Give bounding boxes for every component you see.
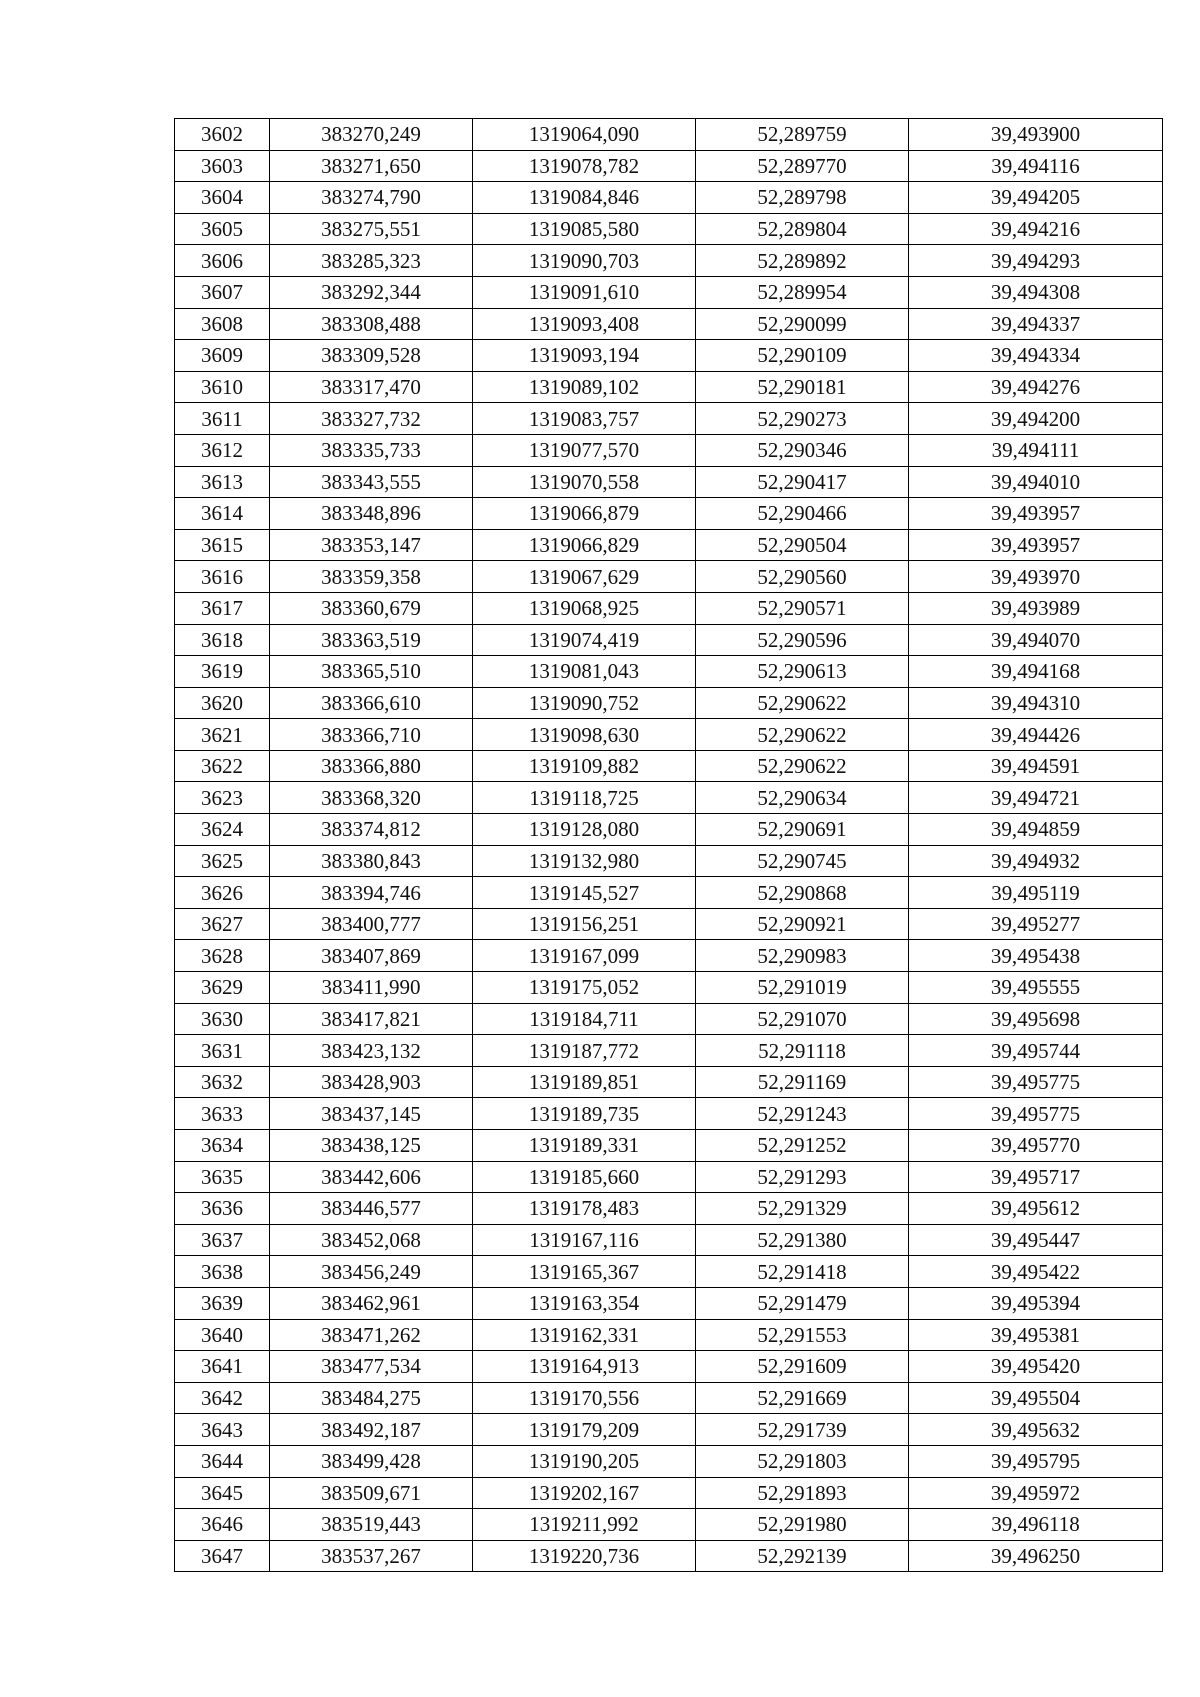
longitude-cell: 52,290622 (696, 687, 909, 719)
x-coordinate-cell: 383400,777 (270, 908, 473, 940)
latitude-cell: 39,493957 (909, 498, 1163, 530)
x-coordinate-cell: 383442,606 (270, 1161, 473, 1193)
y-coordinate-cell: 1319164,913 (473, 1351, 696, 1383)
x-coordinate-cell: 383456,249 (270, 1256, 473, 1288)
y-coordinate-cell: 1319175,052 (473, 972, 696, 1004)
latitude-cell: 39,494216 (909, 213, 1163, 245)
point-number-cell: 3630 (175, 1003, 270, 1035)
coordinates-table (174, 118, 1163, 1572)
latitude-cell: 39,495119 (909, 877, 1163, 909)
table-row (175, 1287, 1163, 1319)
longitude-cell: 52,290634 (696, 782, 909, 814)
latitude-cell: 39,494200 (909, 403, 1163, 435)
point-number-cell: 3631 (175, 1035, 270, 1067)
table-row (175, 213, 1163, 245)
x-coordinate-cell: 383374,812 (270, 814, 473, 846)
latitude-cell: 39,495632 (909, 1414, 1163, 1446)
point-number-cell: 3618 (175, 624, 270, 656)
coordinates-table-body (175, 119, 1163, 1572)
latitude-cell: 39,494426 (909, 719, 1163, 751)
point-number-cell: 3613 (175, 466, 270, 498)
x-coordinate-cell: 383275,551 (270, 213, 473, 245)
latitude-cell: 39,494591 (909, 750, 1163, 782)
x-coordinate-cell: 383537,267 (270, 1540, 473, 1572)
y-coordinate-cell: 1319109,882 (473, 750, 696, 782)
x-coordinate-cell: 383394,746 (270, 877, 473, 909)
longitude-cell: 52,291479 (696, 1287, 909, 1319)
longitude-cell: 52,289770 (696, 150, 909, 182)
longitude-cell: 52,290181 (696, 371, 909, 403)
point-number-cell: 3612 (175, 434, 270, 466)
x-coordinate-cell: 383335,733 (270, 434, 473, 466)
x-coordinate-cell: 383274,790 (270, 182, 473, 214)
table-row (175, 782, 1163, 814)
y-coordinate-cell: 1319187,772 (473, 1035, 696, 1067)
table-row (175, 814, 1163, 846)
table-row (175, 624, 1163, 656)
longitude-cell: 52,290560 (696, 561, 909, 593)
longitude-cell: 52,291169 (696, 1066, 909, 1098)
longitude-cell: 52,291980 (696, 1509, 909, 1541)
x-coordinate-cell: 383360,679 (270, 592, 473, 624)
point-number-cell: 3634 (175, 1130, 270, 1162)
point-number-cell: 3632 (175, 1066, 270, 1098)
longitude-cell: 52,291418 (696, 1256, 909, 1288)
x-coordinate-cell: 383417,821 (270, 1003, 473, 1035)
y-coordinate-cell: 1319083,757 (473, 403, 696, 435)
latitude-cell: 39,494859 (909, 814, 1163, 846)
y-coordinate-cell: 1319081,043 (473, 656, 696, 688)
point-number-cell: 3624 (175, 814, 270, 846)
longitude-cell: 52,290921 (696, 908, 909, 940)
x-coordinate-cell: 383484,275 (270, 1382, 473, 1414)
longitude-cell: 52,289954 (696, 276, 909, 308)
point-number-cell: 3640 (175, 1319, 270, 1351)
table-row (175, 1003, 1163, 1035)
latitude-cell: 39,495717 (909, 1161, 1163, 1193)
point-number-cell: 3643 (175, 1414, 270, 1446)
table-row (175, 845, 1163, 877)
longitude-cell: 52,291252 (696, 1130, 909, 1162)
point-number-cell: 3633 (175, 1098, 270, 1130)
x-coordinate-cell: 383411,990 (270, 972, 473, 1004)
table-row (175, 908, 1163, 940)
latitude-cell: 39,495504 (909, 1382, 1163, 1414)
longitude-cell: 52,290983 (696, 940, 909, 972)
table-row (175, 498, 1163, 530)
point-number-cell: 3638 (175, 1256, 270, 1288)
x-coordinate-cell: 383477,534 (270, 1351, 473, 1383)
y-coordinate-cell: 1319189,331 (473, 1130, 696, 1162)
longitude-cell: 52,289759 (696, 119, 909, 151)
latitude-cell: 39,494310 (909, 687, 1163, 719)
longitude-cell: 52,290868 (696, 877, 909, 909)
latitude-cell: 39,495420 (909, 1351, 1163, 1383)
longitude-cell: 52,290109 (696, 340, 909, 372)
latitude-cell: 39,495775 (909, 1066, 1163, 1098)
longitude-cell: 52,290613 (696, 656, 909, 688)
table-row (175, 1130, 1163, 1162)
point-number-cell: 3619 (175, 656, 270, 688)
x-coordinate-cell: 383317,470 (270, 371, 473, 403)
point-number-cell: 3645 (175, 1477, 270, 1509)
x-coordinate-cell: 383309,528 (270, 340, 473, 372)
table-row (175, 1319, 1163, 1351)
y-coordinate-cell: 1319202,167 (473, 1477, 696, 1509)
x-coordinate-cell: 383348,896 (270, 498, 473, 530)
point-number-cell: 3622 (175, 750, 270, 782)
latitude-cell: 39,494168 (909, 656, 1163, 688)
latitude-cell: 39,495770 (909, 1130, 1163, 1162)
latitude-cell: 39,495447 (909, 1224, 1163, 1256)
longitude-cell: 52,290622 (696, 750, 909, 782)
latitude-cell: 39,494070 (909, 624, 1163, 656)
y-coordinate-cell: 1319165,367 (473, 1256, 696, 1288)
x-coordinate-cell: 383327,732 (270, 403, 473, 435)
longitude-cell: 52,290596 (696, 624, 909, 656)
y-coordinate-cell: 1319084,846 (473, 182, 696, 214)
y-coordinate-cell: 1319093,408 (473, 308, 696, 340)
point-number-cell: 3604 (175, 182, 270, 214)
latitude-cell: 39,495277 (909, 908, 1163, 940)
x-coordinate-cell: 383359,358 (270, 561, 473, 593)
y-coordinate-cell: 1319167,099 (473, 940, 696, 972)
latitude-cell: 39,494308 (909, 276, 1163, 308)
point-number-cell: 3610 (175, 371, 270, 403)
x-coordinate-cell: 383363,519 (270, 624, 473, 656)
latitude-cell: 39,494721 (909, 782, 1163, 814)
y-coordinate-cell: 1319118,725 (473, 782, 696, 814)
point-number-cell: 3642 (175, 1382, 270, 1414)
x-coordinate-cell: 383365,510 (270, 656, 473, 688)
point-number-cell: 3646 (175, 1509, 270, 1541)
point-number-cell: 3647 (175, 1540, 270, 1572)
y-coordinate-cell: 1319156,251 (473, 908, 696, 940)
longitude-cell: 52,290099 (696, 308, 909, 340)
y-coordinate-cell: 1319185,660 (473, 1161, 696, 1193)
x-coordinate-cell: 383308,488 (270, 308, 473, 340)
table-row (175, 592, 1163, 624)
table-row (175, 1098, 1163, 1130)
table-row (175, 687, 1163, 719)
point-number-cell: 3608 (175, 308, 270, 340)
x-coordinate-cell: 383271,650 (270, 150, 473, 182)
y-coordinate-cell: 1319067,629 (473, 561, 696, 593)
point-number-cell: 3603 (175, 150, 270, 182)
table-row (175, 340, 1163, 372)
longitude-cell: 52,290504 (696, 529, 909, 561)
x-coordinate-cell: 383380,843 (270, 845, 473, 877)
x-coordinate-cell: 383428,903 (270, 1066, 473, 1098)
x-coordinate-cell: 383285,323 (270, 245, 473, 277)
latitude-cell: 39,494111 (909, 434, 1163, 466)
point-number-cell: 3616 (175, 561, 270, 593)
x-coordinate-cell: 383462,961 (270, 1287, 473, 1319)
table-row (175, 972, 1163, 1004)
longitude-cell: 52,290571 (696, 592, 909, 624)
y-coordinate-cell: 1319189,851 (473, 1066, 696, 1098)
latitude-cell: 39,495775 (909, 1098, 1163, 1130)
latitude-cell: 39,495744 (909, 1035, 1163, 1067)
point-number-cell: 3639 (175, 1287, 270, 1319)
x-coordinate-cell: 383292,344 (270, 276, 473, 308)
y-coordinate-cell: 1319066,879 (473, 498, 696, 530)
x-coordinate-cell: 383438,125 (270, 1130, 473, 1162)
y-coordinate-cell: 1319066,829 (473, 529, 696, 561)
x-coordinate-cell: 383492,187 (270, 1414, 473, 1446)
longitude-cell: 52,291118 (696, 1035, 909, 1067)
y-coordinate-cell: 1319064,090 (473, 119, 696, 151)
x-coordinate-cell: 383471,262 (270, 1319, 473, 1351)
longitude-cell: 52,290346 (696, 434, 909, 466)
point-number-cell: 3606 (175, 245, 270, 277)
point-number-cell: 3617 (175, 592, 270, 624)
table-row (175, 529, 1163, 561)
latitude-cell: 39,495438 (909, 940, 1163, 972)
longitude-cell: 52,289798 (696, 182, 909, 214)
y-coordinate-cell: 1319074,419 (473, 624, 696, 656)
longitude-cell: 52,290417 (696, 466, 909, 498)
table-row (175, 1382, 1163, 1414)
y-coordinate-cell: 1319128,080 (473, 814, 696, 846)
table-row (175, 877, 1163, 909)
x-coordinate-cell: 383343,555 (270, 466, 473, 498)
x-coordinate-cell: 383366,880 (270, 750, 473, 782)
longitude-cell: 52,290273 (696, 403, 909, 435)
point-number-cell: 3629 (175, 972, 270, 1004)
longitude-cell: 52,291243 (696, 1098, 909, 1130)
latitude-cell: 39,495795 (909, 1445, 1163, 1477)
y-coordinate-cell: 1319162,331 (473, 1319, 696, 1351)
point-number-cell: 3635 (175, 1161, 270, 1193)
x-coordinate-cell: 383452,068 (270, 1224, 473, 1256)
point-number-cell: 3609 (175, 340, 270, 372)
latitude-cell: 39,494116 (909, 150, 1163, 182)
y-coordinate-cell: 1319089,102 (473, 371, 696, 403)
table-row (175, 276, 1163, 308)
y-coordinate-cell: 1319189,735 (473, 1098, 696, 1130)
point-number-cell: 3644 (175, 1445, 270, 1477)
table-row (175, 182, 1163, 214)
y-coordinate-cell: 1319090,752 (473, 687, 696, 719)
longitude-cell: 52,290622 (696, 719, 909, 751)
y-coordinate-cell: 1319178,483 (473, 1193, 696, 1225)
x-coordinate-cell: 383353,147 (270, 529, 473, 561)
x-coordinate-cell: 383509,671 (270, 1477, 473, 1509)
point-number-cell: 3623 (175, 782, 270, 814)
longitude-cell: 52,290745 (696, 845, 909, 877)
longitude-cell: 52,291609 (696, 1351, 909, 1383)
table-row (175, 1477, 1163, 1509)
table-row (175, 308, 1163, 340)
table-row (175, 1445, 1163, 1477)
table-row (175, 150, 1163, 182)
longitude-cell: 52,291893 (696, 1477, 909, 1509)
y-coordinate-cell: 1319163,354 (473, 1287, 696, 1319)
y-coordinate-cell: 1319090,703 (473, 245, 696, 277)
longitude-cell: 52,291019 (696, 972, 909, 1004)
y-coordinate-cell: 1319184,711 (473, 1003, 696, 1035)
latitude-cell: 39,495381 (909, 1319, 1163, 1351)
longitude-cell: 52,291070 (696, 1003, 909, 1035)
longitude-cell: 52,291669 (696, 1382, 909, 1414)
longitude-cell: 52,291553 (696, 1319, 909, 1351)
y-coordinate-cell: 1319098,630 (473, 719, 696, 751)
x-coordinate-cell: 383446,577 (270, 1193, 473, 1225)
longitude-cell: 52,292139 (696, 1540, 909, 1572)
point-number-cell: 3615 (175, 529, 270, 561)
y-coordinate-cell: 1319078,782 (473, 150, 696, 182)
latitude-cell: 39,494293 (909, 245, 1163, 277)
point-number-cell: 3627 (175, 908, 270, 940)
longitude-cell: 52,291380 (696, 1224, 909, 1256)
table-row (175, 466, 1163, 498)
y-coordinate-cell: 1319170,556 (473, 1382, 696, 1414)
table-row (175, 940, 1163, 972)
latitude-cell: 39,495555 (909, 972, 1163, 1004)
latitude-cell: 39,494010 (909, 466, 1163, 498)
y-coordinate-cell: 1319068,925 (473, 592, 696, 624)
point-number-cell: 3620 (175, 687, 270, 719)
table-row (175, 1509, 1163, 1541)
latitude-cell: 39,496250 (909, 1540, 1163, 1572)
y-coordinate-cell: 1319190,205 (473, 1445, 696, 1477)
x-coordinate-cell: 383423,132 (270, 1035, 473, 1067)
y-coordinate-cell: 1319220,736 (473, 1540, 696, 1572)
y-coordinate-cell: 1319085,580 (473, 213, 696, 245)
table-row (175, 403, 1163, 435)
point-number-cell: 3641 (175, 1351, 270, 1383)
table-row (175, 245, 1163, 277)
point-number-cell: 3628 (175, 940, 270, 972)
longitude-cell: 52,291293 (696, 1161, 909, 1193)
x-coordinate-cell: 383368,320 (270, 782, 473, 814)
table-row (175, 1193, 1163, 1225)
latitude-cell: 39,494932 (909, 845, 1163, 877)
latitude-cell: 39,495394 (909, 1287, 1163, 1319)
x-coordinate-cell: 383407,869 (270, 940, 473, 972)
x-coordinate-cell: 383519,443 (270, 1509, 473, 1541)
point-number-cell: 3614 (175, 498, 270, 530)
point-number-cell: 3607 (175, 276, 270, 308)
x-coordinate-cell: 383366,610 (270, 687, 473, 719)
latitude-cell: 39,494337 (909, 308, 1163, 340)
longitude-cell: 52,289804 (696, 213, 909, 245)
latitude-cell: 39,495972 (909, 1477, 1163, 1509)
table-row (175, 561, 1163, 593)
y-coordinate-cell: 1319145,527 (473, 877, 696, 909)
x-coordinate-cell: 383270,249 (270, 119, 473, 151)
table-row (175, 434, 1163, 466)
table-row (175, 371, 1163, 403)
y-coordinate-cell: 1319070,558 (473, 466, 696, 498)
latitude-cell: 39,495612 (909, 1193, 1163, 1225)
latitude-cell: 39,494205 (909, 182, 1163, 214)
longitude-cell: 52,291329 (696, 1193, 909, 1225)
table-row (175, 1224, 1163, 1256)
table-row (175, 719, 1163, 751)
longitude-cell: 52,291739 (696, 1414, 909, 1446)
table-row (175, 1256, 1163, 1288)
latitude-cell: 39,495698 (909, 1003, 1163, 1035)
y-coordinate-cell: 1319211,992 (473, 1509, 696, 1541)
longitude-cell: 52,290466 (696, 498, 909, 530)
point-number-cell: 3602 (175, 119, 270, 151)
latitude-cell: 39,493989 (909, 592, 1163, 624)
table-row (175, 1161, 1163, 1193)
x-coordinate-cell: 383437,145 (270, 1098, 473, 1130)
point-number-cell: 3626 (175, 877, 270, 909)
table-row (175, 1540, 1163, 1572)
latitude-cell: 39,493970 (909, 561, 1163, 593)
latitude-cell: 39,494276 (909, 371, 1163, 403)
y-coordinate-cell: 1319077,570 (473, 434, 696, 466)
table-row (175, 750, 1163, 782)
table-row (175, 119, 1163, 151)
y-coordinate-cell: 1319091,610 (473, 276, 696, 308)
longitude-cell: 52,289892 (696, 245, 909, 277)
latitude-cell: 39,493900 (909, 119, 1163, 151)
point-number-cell: 3637 (175, 1224, 270, 1256)
table-row (175, 1351, 1163, 1383)
latitude-cell: 39,496118 (909, 1509, 1163, 1541)
longitude-cell: 52,290691 (696, 814, 909, 846)
table-row (175, 656, 1163, 688)
point-number-cell: 3605 (175, 213, 270, 245)
latitude-cell: 39,495422 (909, 1256, 1163, 1288)
x-coordinate-cell: 383366,710 (270, 719, 473, 751)
y-coordinate-cell: 1319179,209 (473, 1414, 696, 1446)
y-coordinate-cell: 1319093,194 (473, 340, 696, 372)
latitude-cell: 39,493957 (909, 529, 1163, 561)
latitude-cell: 39,494334 (909, 340, 1163, 372)
point-number-cell: 3636 (175, 1193, 270, 1225)
table-row (175, 1035, 1163, 1067)
y-coordinate-cell: 1319167,116 (473, 1224, 696, 1256)
table-row (175, 1414, 1163, 1446)
y-coordinate-cell: 1319132,980 (473, 845, 696, 877)
table-row (175, 1066, 1163, 1098)
point-number-cell: 3625 (175, 845, 270, 877)
point-number-cell: 3611 (175, 403, 270, 435)
x-coordinate-cell: 383499,428 (270, 1445, 473, 1477)
longitude-cell: 52,291803 (696, 1445, 909, 1477)
point-number-cell: 3621 (175, 719, 270, 751)
